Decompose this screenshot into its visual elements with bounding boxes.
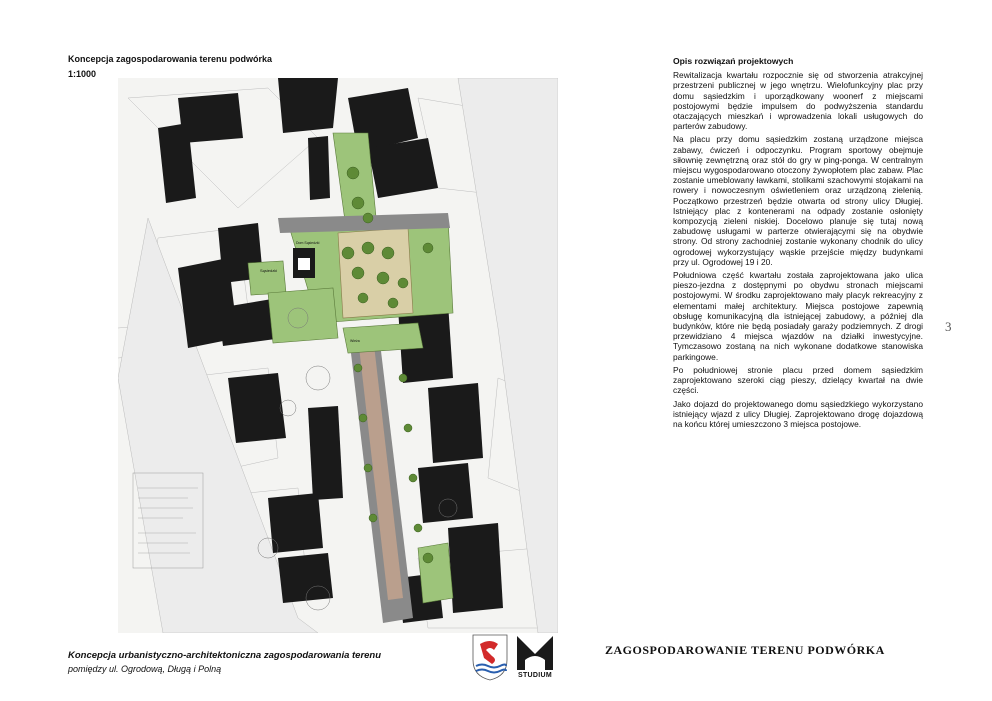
- description-paragraph: Południowa część kwartału została zaprojektowana jako ulica pieszo-jezdna z dostępnymi po obydwu stronach miejscami postojowymi. W środku zaprojektowano mały placyk rekreacyjny z elementami małej architektury. Miejsca postojowe zapewnią obsługę komunikacyjną dla istniejącej zabudowy, a później dla budynków, które nie będą posiadały garaży podziemnych. Z drogi przewidziano 4 miejsca wjazdów na działki inwestycyjne. Tymczasowo zostaną na nich wykonane dodatkowe stanowiska parkingowe.: [673, 270, 923, 362]
- description-paragraph: Rewitalizacja kwartału rozpocznie się od stworzenia atrakcyjnej przestrzeni publicznej w jego wnętrzu. Wielofunkcyjny plac przy domu sąsiedzkim i uporządkowany woonerf z miejscami postojowymi będzie impulsem do podwyższenia standardu otaczających mieszkań i wprowadzenia lokali usługowych do parterów zabudowy.: [673, 70, 923, 132]
- plan-label-dom: Dom Sąsiedzki: [296, 241, 320, 245]
- studium-label: STUDIUM: [518, 672, 552, 679]
- description-paragraph: Po południowej stronie placu przed domem sąsiedzkim zaprojektowano szeroki ciąg pieszy, dzielący kwartał na dwie części.: [673, 364, 923, 396]
- plan-label-wieza: Wieża: [350, 339, 360, 343]
- description-paragraph: Na placu przy domu sąsiedzkim zostaną urządzone miejsca zabawy, ćwiczeń i odpoczynku. Program sportowy obejmuje siłownię zewnętrzną oraz stół do gry w ping-ponga. W centralnym miejscu wygospodarowano otoczony żywopłotem plac zabaw. Plac zostanie umeblowany ławkami, stolikami szachowymi stojakami na rowery i nowoczesnym oświetleniem oraz urządzoną zielenią. Początkowo przestrzeń będzie otwarta od strony ulicy Długiej. Istniejący plac z kontenerami na odpady zostanie osłonięty kompozycją zieleni niskiej. Docelowo planuje się tutaj nową zabudowę usługami w parterze otwierającymi się na obydwie strony. Od strony zachodniej zostanie wykonany chodnik do ulicy ogrodowej wykorzystujący wąskie przejście między budynkami przy ul. Ogrodowej 19 i 20.: [673, 134, 923, 267]
- plan-label-sport: Sąsiedzki: [260, 268, 278, 273]
- site-plan-map: [118, 78, 558, 633]
- page-number: 3: [945, 319, 952, 334]
- description-column: [673, 56, 923, 432]
- plan-scale: 1:1000: [68, 69, 97, 79]
- footer-title: Koncepcja urbanistyczno-architektoniczna zagospodarowania terenu: [68, 650, 382, 661]
- plan-title: Koncepcja zagospodarowania terenu podwórka: [68, 54, 273, 64]
- description-heading: Opis rozwiązań projektowych: [673, 56, 794, 66]
- footer-subtitle: pomiędzy ul. Ogrodową, Długą i Polną: [68, 664, 222, 674]
- section-heading: ZAGOSPODAROWANIE TERENU PODWÓRKA: [605, 643, 885, 657]
- city-crest-icon: [470, 632, 510, 682]
- description-paragraph: Jako dojazd do projektowanego domu sąsiedzkiego wykorzystano istniejący wjazd z ulicy Długiej. Zaprojektowano drogę dojazdową na końcu której umieszczono 3 miejsca postojowe.: [673, 398, 923, 429]
